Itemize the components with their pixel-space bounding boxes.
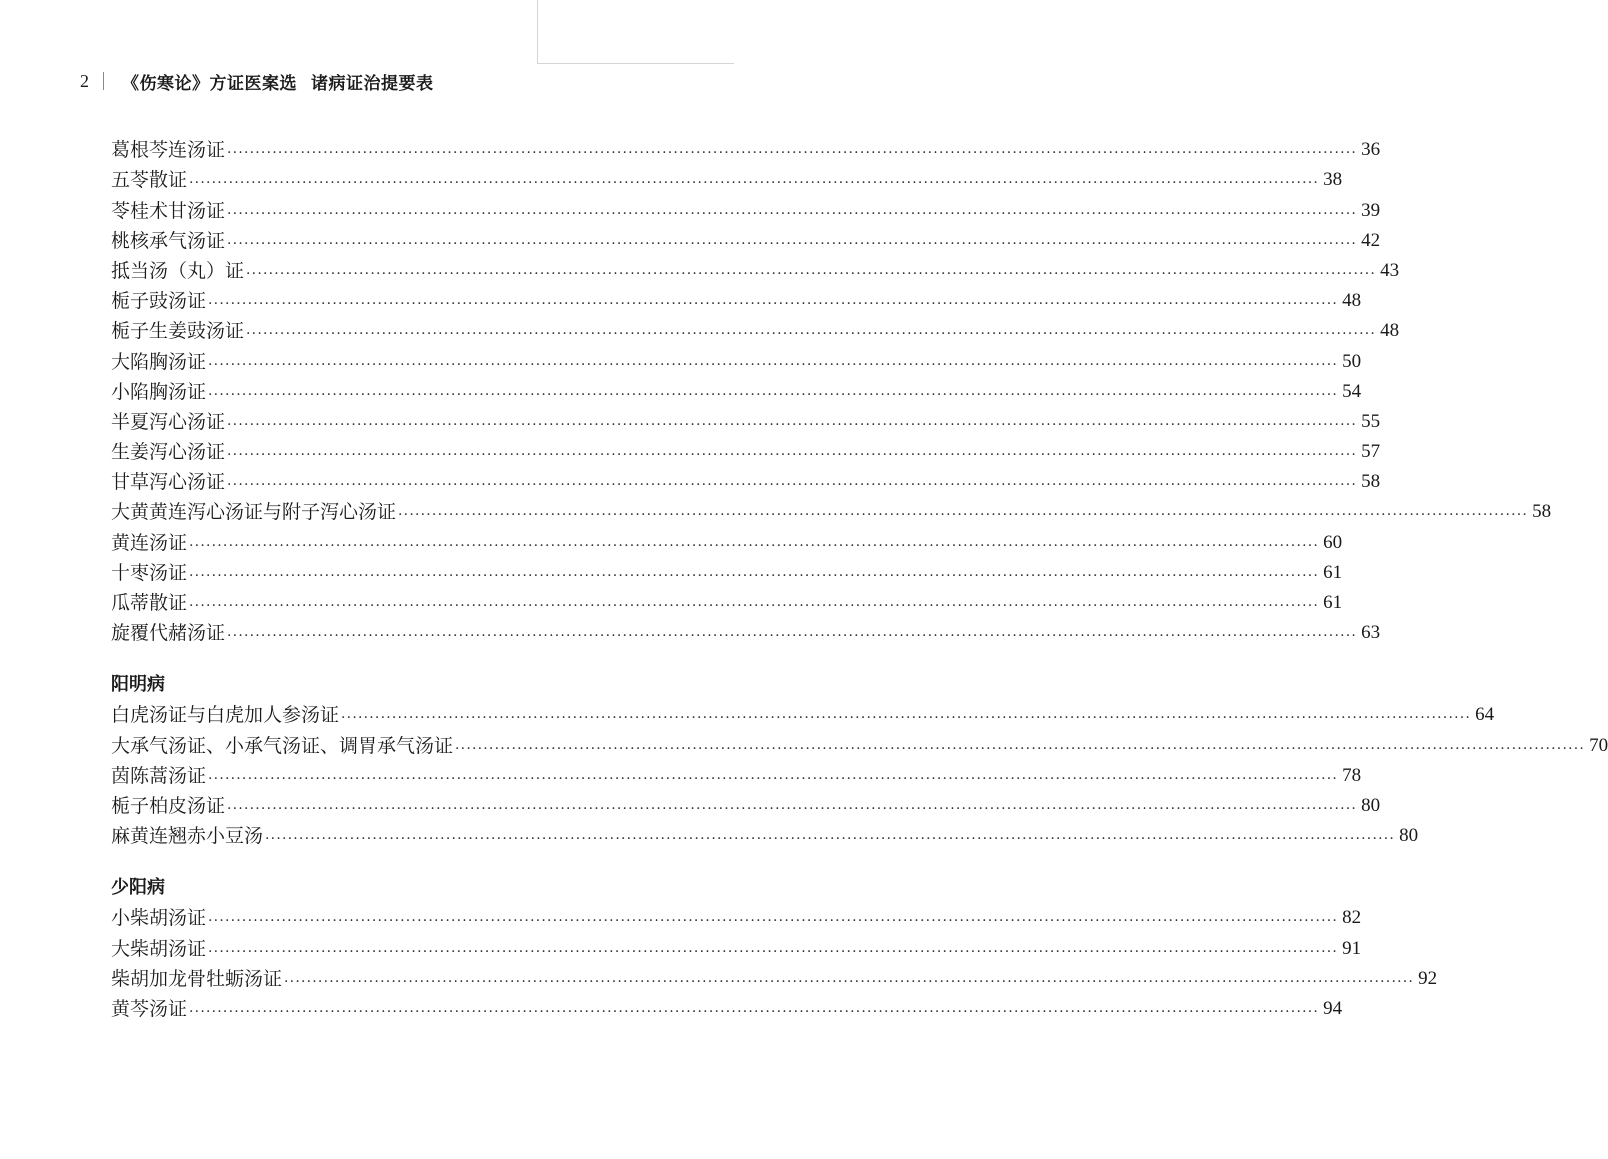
toc-entry[interactable] [111,165,1343,195]
toc-entry-page: 42 [1361,229,1381,251]
dot-leader: ········································································································································································································ [284,973,1415,990]
toc-entry-page: 78 [1342,764,1362,786]
dot-leader: ········································································································································································································ [246,265,1377,282]
toc-entry[interactable] [111,994,1343,1024]
section-heading-shaoyang: 少阳病 [111,877,165,899]
toc-entry-label: 黄连汤证 [111,531,188,554]
toc-entry-page: 80 [1399,825,1419,847]
toc-entry-label: 五苓散证 [111,169,188,192]
toc-entry-label: 大承气汤证、小承气汤证、调胃承气汤证 [111,734,454,757]
toc-entry-label: 抵当汤（丸）证 [111,259,245,282]
toc-entry-page: 60 [1323,531,1343,553]
toc-entry[interactable] [111,467,1381,497]
toc-entry[interactable] [111,195,1381,225]
dot-leader: ········································································································································································································ [265,831,1396,848]
dot-leader: ········································································································································································································ [208,943,1339,960]
toc-entry-label: 黄芩汤证 [111,997,188,1020]
dot-leader: ········································································································································································································ [208,913,1339,930]
toc-entry-page: 92 [1418,967,1438,989]
toc-group-yangming [111,700,1608,851]
toc-entry-page: 70 [1589,734,1608,756]
dot-leader: ········································································································································································································ [227,800,1358,817]
toc-entry-page: 61 [1323,592,1343,613]
toc-entry-label: 十枣汤证 [111,561,188,584]
toc-entry[interactable] [111,558,1343,588]
toc-entry-page: 36 [1361,139,1381,161]
section-title: 诸病证治提要表 [311,73,434,94]
toc-entry[interactable] [111,618,1381,648]
toc-entry[interactable] [111,964,1438,994]
toc-entry-page: 91 [1342,937,1362,959]
toc-entry[interactable] [111,437,1381,467]
toc-entry[interactable] [111,588,1343,618]
dot-leader: ········································································································································································································ [227,205,1358,222]
toc-entry[interactable] [111,135,1381,165]
dot-leader: ········································································································································································································ [227,477,1358,494]
dot-leader: ········································································································································································································ [227,447,1358,464]
toc-entry[interactable] [111,286,1362,316]
toc-entry-label: 栀子生姜豉汤证 [111,320,245,343]
toc-entry-label: 生姜泻心汤证 [111,441,226,464]
dot-leader: ········································································································································································································ [189,537,1320,554]
toc-entry-label: 茵陈蒿汤证 [111,764,207,787]
toc-entry[interactable] [111,377,1362,407]
dot-leader: ········································································································································································································ [227,416,1358,433]
dot-leader: ········································································································································································································ [246,326,1377,343]
toc-group-1 [111,135,1552,648]
toc-entry-label: 大柴胡汤证 [111,937,207,960]
toc-entry[interactable] [111,346,1362,376]
toc-entry-label: 柴胡加龙骨牡蛎汤证 [111,967,283,990]
toc-entry[interactable] [111,316,1400,346]
toc-entry-label: 大黄黄连泻心汤证与附子泻心汤证 [111,501,397,524]
dot-leader: ········································································································································································································ [208,356,1339,373]
toc-entry[interactable] [111,226,1381,256]
toc-entry-page: 48 [1380,320,1400,342]
toc-entry[interactable] [111,527,1343,557]
toc-entry[interactable] [111,791,1381,821]
toc-entry-label: 白虎汤证与白虎加人参汤证 [111,704,340,727]
page-number: 2 [80,70,89,91]
toc-entry-label: 葛根芩连汤证 [111,139,226,162]
dot-leader: ········································································································································································································ [189,598,1320,614]
dot-leader: ········································································································································································································ [455,740,1586,757]
toc-entry-page: 80 [1361,794,1381,816]
book-title: 《伤寒论》方证医案选 [122,73,297,94]
toc-entry-label: 小柴胡汤证 [111,907,207,930]
toc-entry[interactable] [111,730,1608,760]
toc-entry-page: 58 [1532,501,1552,523]
toc-entry-label: 桃核承气汤证 [111,229,226,252]
toc-entry-page: 63 [1361,622,1381,644]
toc-entry[interactable] [111,497,1552,527]
toc-entry[interactable] [111,256,1400,286]
toc-entry[interactable] [111,407,1381,437]
toc-entry-label: 甘草泻心汤证 [111,471,226,494]
toc-entry-label: 小陷胸汤证 [111,380,207,403]
toc-entry-page: 48 [1342,290,1362,312]
toc-entry-page: 43 [1380,259,1400,281]
dot-leader: ········································································································································································································ [227,628,1358,645]
dot-leader: ········································································································································································································ [189,567,1320,584]
table-of-contents [111,135,1608,1024]
toc-entry[interactable] [111,933,1362,963]
dot-leader: ········································································································································································································ [189,1003,1320,1020]
dot-leader: ········································································································································································································ [227,145,1358,162]
toc-entry-page: 38 [1323,169,1343,191]
toc-entry-label: 栀子柏皮汤证 [111,794,226,817]
toc-entry-page: 55 [1361,410,1381,432]
running-header [80,68,434,94]
dot-leader: ········································································································································································································ [341,710,1472,727]
toc-group-shaoyang [111,903,1438,1024]
toc-entry-label: 旋覆代赭汤证 [111,622,226,645]
toc-entry-page: 57 [1361,441,1381,463]
dot-leader: ········································································································································································································ [398,507,1529,524]
dot-leader: ········································································································································································································ [208,770,1339,787]
dot-leader: ········································································································································································································ [189,175,1320,192]
dot-leader: ········································································································································································································ [208,296,1339,313]
toc-entry-label: 栀子豉汤证 [111,290,207,313]
toc-entry-label: 半夏泻心汤证 [111,410,226,433]
dot-leader: ········································································································································································································ [227,235,1358,252]
running-title [122,69,434,94]
toc-entry-page: 58 [1361,471,1381,493]
toc-entry[interactable] [111,700,1495,730]
section-heading-yangming: 阳明病 [111,674,165,696]
toc-entry-label: 苓桂术甘汤证 [111,199,226,222]
toc-entry-page: 94 [1323,997,1343,1019]
toc-entry-page: 54 [1342,380,1362,402]
toc-entry-label: 大陷胸汤证 [111,350,207,373]
toc-entry-page: 64 [1475,704,1495,726]
toc-entry[interactable] [111,903,1362,933]
toc-entry-page: 61 [1323,561,1343,583]
toc-entry-label: 瓜蒂散证 [111,592,188,614]
corner-frame [537,0,734,64]
toc-entry-page: 39 [1361,199,1381,221]
toc-entry[interactable] [111,821,1419,851]
toc-entry-page: 50 [1342,350,1362,372]
dot-leader: ········································································································································································································ [208,386,1339,403]
header-divider [103,72,104,90]
toc-entry-page: 82 [1342,907,1362,929]
toc-entry[interactable] [111,761,1362,791]
toc-entry-label: 麻黄连翘赤小豆汤 [111,825,264,848]
